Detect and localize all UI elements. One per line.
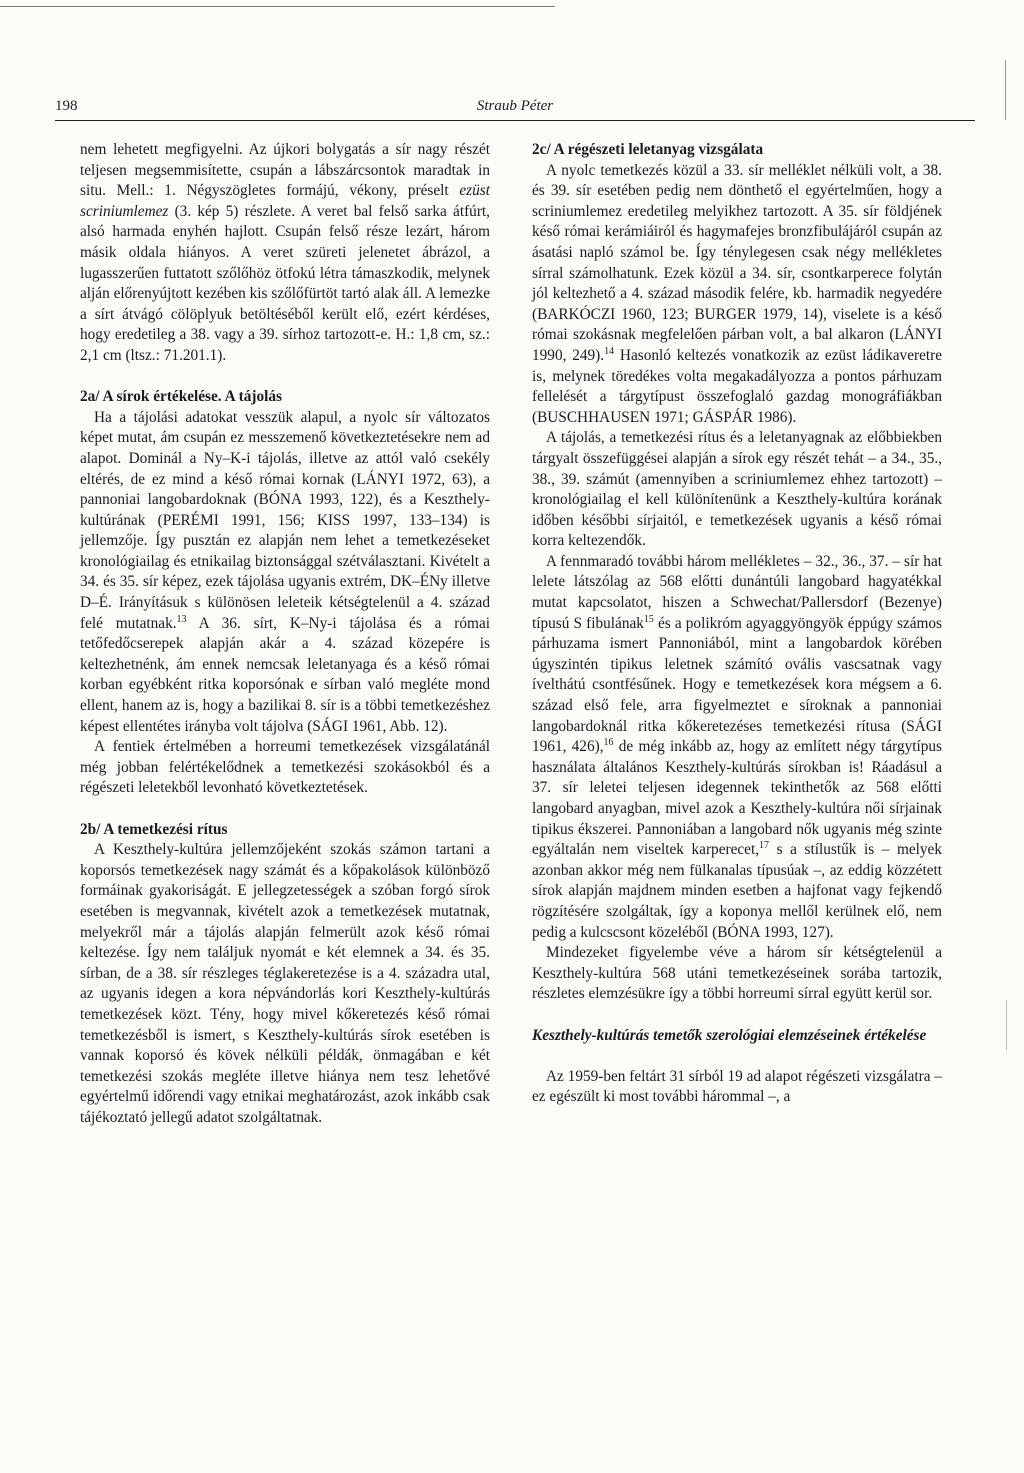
footnote-ref: 13 — [176, 613, 187, 625]
paragraph: Az 1959-ben feltárt 31 sírból 19 ad alapot régészeti vizsgálatra – ez egészült ki most további hárommal –, a — [532, 1067, 942, 1106]
paragraph: A tájolás, a temetkezési rítus és a leletanyagnak az előbbiekben tárgyalt összefüggései alapján a sírok egy részét tehát – a 34., 35., 38., 39. számút (amennyiben a scriniumlemez ehhez tartozott) – kronológiailag el kell különítenünk a Keszthely-kultúra korának időben későbbi sírjaitól, e temetkezések ugyanis a késő római korra keltezendők. — [532, 429, 942, 550]
paragraph: A nyolc temetkezés közül a 33. sír melléklet nélküli volt, a 38. és 39. sír esetében pedig nem dönthető el egyértelműen, hogy a scriniumlemez eredetileg melyikhez tartozott. A 35. sír földjének késő római kerámiáiról és hagymafejes bronzfibulájáról csupán az ásatási napló számol be. Így ténylegesen csak négy mellékletes sírral számolhatunk. Ezek közül a 34. sír, csontkarperece folytán jól keltezhető a 4. század második felére, kb. harmadik negyedére (BARKÓCZI 1960, 123; BURGER 1979, 14), viselete is a késő római szokásnak megfelelően párban volt, a bal alkaron (LÁNYI 1990, 249).$^{14}$ Hasonló keltezés vonatkozik az ezüst ládikaveretre is, melynek töredékes volta megakadályozza a pontos párhuzam fellelését a tárgytípust összefoglaló gazdag monográfiákban (BUSCHHAUSEN 1971; GÁSPÁR 1986). — [532, 161, 942, 426]
section-heading: 2c/ A régészeti leletanyag vizsgálata — [532, 141, 764, 158]
footnote-ref: 15 — [643, 613, 654, 625]
page-header — [55, 96, 975, 121]
margin-mark — [1005, 60, 1006, 120]
page-number: 198 — [55, 98, 78, 114]
section-heading: 2b/ A temetkezési rítus — [80, 820, 228, 838]
paragraph: nem lehetett megfigyelni. Az újkori bolygatás a sír nagy részét teljesen megsemmisítette, csupán a lábszárcsontok maradtak in situ. Mell.: 1. Négyszögletes formájú, vékony, préselt ezüst scriniumlemez (3. kép 5) részlete. A veret bal felső sarka átfúrt, alsó harmada enyhén hajlott. Csupán felső része lezárt, három másik oldala hiányos. A veret szüreti jelenetet ábrázol, a lugasszerűen futtatott szőlőhöz ötfokú létra támaszkodik, melynek alján előrenyújtott kezében kis szőlőfürtöt tartó alak áll. A lemezke a sírt átvágó cölöplyuk betöltéséből került elő, ezért kérdéses, hogy eredetileg a 38. vagy a 39. sírhoz tartozott-e. H.: 1,8 cm, sz.: 2,1 cm (ltsz.: 71.201.1). — [80, 141, 490, 364]
left-column — [80, 140, 490, 1129]
paragraph: Mindezeket figyelembe véve a három sír kétségtelenül a Keszthely-kultúra 568 utáni temetkezéseinek sorába tartozik, részletes elemzésükre így a többi horreumi sírral együtt kerül sor. — [532, 944, 942, 1003]
paragraph: Ha a tájolási adatokat vesszük alapul, a nyolc sír változatos képet mutat, ám csupán ez messzemenő következtetésekre nem ad alapot. Dominál a Ny–K-i tájolás, illetve az attól való csekély eltérés, de ez mind a késő római kornak (LÁNYI 1972, 63), a pannoniai langobardoknak (BÓNA 1993, 122), és a Keszthely-kultúrának (PERÉMI 1991, 156; KISS 1997, 133–134) is jellemzője. Így pusztán ez alapján nem lehet a temetkezéseket kronológiailag és etnikailag biztonsággal szétválasztani. Kivételt a 34. és 35. sír képez, ezek tájolása ugyanis extrém, DK–ÉNy illetve D–É. Irányításuk s különösen leleteik kétségtelenül a 4. század felé mutatnak.$^{13}$ A 36. sírt, K–Ny-i tájolása és a római tetőfedőcserepek alapján akár a 4. század közepére is keltezhetnénk, ám ennek nemcsak leletanyaga és a késő római korban egyébként ritka koporsónak e sírban való megléte mond ellent, hanem az is, hogy a bazilikai 8. sír is a többi temetkezéshez képest ellentétes irányba volt tájolva (SÁGI 1961, Abb. 12). — [80, 408, 490, 735]
paragraph: A fennmaradó további három mellékletes – 32., 36., 37. – sír hat lelete látszólag az 568 előtti dunántúli langobard hagyatékkal mutat kapcsolatot, hiszen a Schwechat/Pallersdorf (Bezenye) típusú S fibulának$^{15}$ és a polikróm agyaggyöngyök éppúgy számos párhuzama ismert Pannoniából, mint a langobardok körében úgyszintén tipikus leletnek számító ovális vascsatnak vagy ívelthátú csontfésűnek. Hogy e temetkezések kora mégsem a 6. század első fele, arra figyelmeztet e síroknak a pannoniai langobardoknál ritka kőkeretezéses temetkezési rítusa (SÁGI 1961, 426),$^{16}$ de még inkább az, hogy az említett négy tárgytípus használata általános Keszthely-kultúrás sírokban is! Ráadásul a 37. sír leletei teljesen idegennek tekinthetők az 568 előtti langobard anyagban, mivel azok a Keszthely-kultúra női sírjainak tipikus ékszerei. Pannoniában a langobard nők ugyanis még szinte egyáltalán nem viseltek karperecet,$^{17}$ s a stílustűk is – melyek azonban akkor még nem fülkanalas típusúak –, az eddig közzétett sírok alapján majdnem minden esetben a hajfonat vagy fejkendő rögzítésére szolgáltak, így a koponya mellől kerülnek elő, nem pedig a kulcscsont közeléből (BÓNA 1993, 127). — [532, 552, 942, 941]
margin-mark — [1006, 1000, 1007, 1050]
running-head: Straub Péter — [476, 98, 554, 114]
top-rule — [0, 6, 555, 7]
section-title: Keszthely-kultúrás temetők szerológiai elemzéseinek értékelése — [532, 1026, 927, 1044]
paragraph: A Keszthely-kultúra jellemzőjeként szokás számon tartani a koporsós temetkezések nagy számát és a kőpakolások különböző formáinak gyakoriságát. E jellegzetességek a szóban forgó sírok esetében is megvannak, kivételt azok a temetkezések mutatnak, melyekről már a tájolás alapján felmerült azok késő római keltezése. Így nem találjuk nyomát e két elemnek a 34. és 35. sírban, de a 38. sír részleges téglakeretezése is a 4. századra utal, az ugyanis idegen a kora népvándorlás kori Keszthely-kultúrás temetkezések közt. Tény, hogy mivel kőkeretezés késő római temetkezésből is ismert, s Keszthely-kultúrás sírok esetében is vannak koporsó és kövek nélküli példák, önmagában e két temetkezési szokás megléte illetve hiánya nem tesz lehetővé egyértelmű időrendi vagy etnikai meghatározást, azok inkább csak tájékoztató jellegű adatot szolgáltatnak. — [80, 841, 490, 1126]
section-heading: 2a/ A sírok értékelése. A tájolás — [80, 388, 282, 406]
footnote-ref: 17 — [759, 840, 770, 852]
paragraph: A fentiek értelmében a horreumi temetkezések vizsgálatánál még jobban felértékelődnek a temetkezési szokásokból és a régészeti leletekből levonható következtetések. — [80, 738, 490, 797]
footnote-ref: 14 — [604, 345, 615, 357]
right-column — [532, 140, 942, 1108]
footnote-ref: 16 — [603, 737, 614, 749]
